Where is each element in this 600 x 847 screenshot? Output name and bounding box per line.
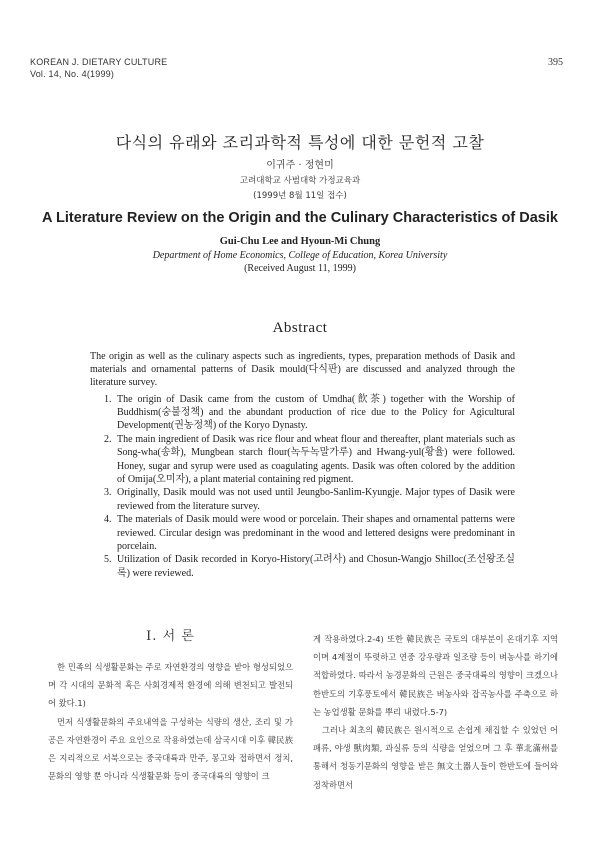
body-column-left [48, 628, 293, 785]
body-paragraph: 한 민족의 식생활문화는 주로 자연환경의 영향을 받아 형성되었으며 각 시대의 문화적 혹은 사회경제적 환경에 의해 변천되고 발전되어 왔다.1) [48, 662, 293, 709]
abstract-item-number: 3. [104, 487, 112, 499]
journal-name: KOREAN J. DIETARY CULTURE [30, 57, 168, 67]
korean-received-date: (1999년 8월 11일 접수) [253, 191, 347, 201]
abstract-item [90, 433, 515, 486]
abstract-item [90, 486, 515, 512]
abstract-item [90, 513, 515, 553]
journal-header [30, 56, 167, 80]
abstract-item-number: 4. [104, 514, 112, 526]
abstract-item [90, 553, 515, 579]
abstract-item-number: 1. [104, 394, 112, 405]
abstract-item-number: 2. [104, 434, 112, 446]
korean-title: 다식의 유래와 조리과학적 특성에 대한 문헌적 고찰 [115, 133, 485, 152]
journal-volume: Vol. 14, No. 4(1999) [30, 69, 115, 79]
abstract-item-number: 5. [104, 554, 112, 566]
abstract-item [90, 393, 515, 433]
body-column-right [313, 630, 558, 794]
section-heading-introduction: I. 서 론 [146, 629, 195, 644]
abstract-list [90, 393, 515, 580]
english-received-date: (Received August 11, 1999) [244, 263, 356, 274]
abstract-item-text: The origin of Dasik came from the custom of Umdha(飮茶) together with the Worship of Buddhism(숭불정책) and the abundant production of rice due to the Policy for Agicultural Development(권농정책) of the Koryo Dynasty. [117, 394, 515, 432]
body-paragraph: 그러나 최초의 韓民族은 원시적으로 손쉽게 채집할 수 있었던 어패류, 야생 獸肉類, 과실류 등의 식량을 얻었으며 그 후 華北滿州를 통해서 청동기문화의 영향을 받은 無文土器人들이 한반도에 들어와 정착하면서 [313, 725, 558, 790]
body-paragraph: 게 작용하였다.2-4) 또한 韓民族은 국토의 대부분이 온대기후 지역이며 4계절이 뚜렷하고 연중 강우량과 일조량 등이 벼농사를 하기에 적합하였다. 따라서 농경문화의 근원은 중국대륙의 영향이 크겠으나 한반도의 기후풍토에서 韓民族은 벼농사와 잡곡농사를 주축으로 하는 농업생활 문화를 뿌리 내렸다.5-7) [313, 634, 558, 717]
abstract-item-text: The materials of Dasik mould were wood or porcelain. Their shapes and ornamental patterns were reviewed. Circular design was predominant in the wood and lettered designs were predominant in porcelain. [117, 514, 515, 552]
abstract-item-text: Originally, Dasik mould was not used until Jeungbo-Sanlim-Kyungje. Major types of Dasik were reviewed from the literature survey. [117, 487, 515, 512]
korean-authors: 이귀주 · 정현미 [266, 160, 334, 171]
abstract-item-text: Utilization of Dasik recorded in Koryo-History(고려사) and Chosun-Wangjo Shilloc(조선왕조실록) were reviewed. [117, 554, 515, 579]
abstract-heading: Abstract [272, 320, 328, 336]
abstract-intro: The origin as well as the culinary aspects such as ingredients, types, preparation methods of Dasik and materials and ornamental patterns of Dasik mould(다식판) are discussed and analyzed through the literature survey. [90, 351, 515, 389]
body-paragraph: 먼저 식생활문화의 주요내역을 구성하는 식량의 생산, 조리 및 가공은 자연환경이 주요 요인으로 작용하였는데 삼국시대 이후 韓民族은 지리적으로 서북으로는 중국대륙과 만주, 몽고와 접하면서 정치, 문화의 영향 뿐 아니라 식생활문화 등이 중국대륙의 영향이 크 [48, 716, 293, 782]
english-authors: Gui-Chu Lee and Hyoun-Mi Chung [219, 236, 381, 247]
english-title: A Literature Review on the Origin and the Culinary Characteristics of Dasik [42, 210, 558, 226]
page-number: 395 [548, 57, 563, 68]
abstract-item-text: The main ingredient of Dasik was rice flour and wheat flour and thereafter, plant materials such as Song-wha(송화), Mungbean starch flour(녹두녹말가루) and Hwang-yul(황율) were followed. Honey, sugar and syrup were used as coagulating agents. Dasik was often colored by the addition of Omija(오미자), a plant material containing red pigment. [117, 434, 515, 485]
korean-affiliation: 고려대학교 사범대학 가정교육과 [239, 176, 361, 186]
english-affiliation: Department of Home Economics, College of Education, Korea University [152, 250, 448, 261]
